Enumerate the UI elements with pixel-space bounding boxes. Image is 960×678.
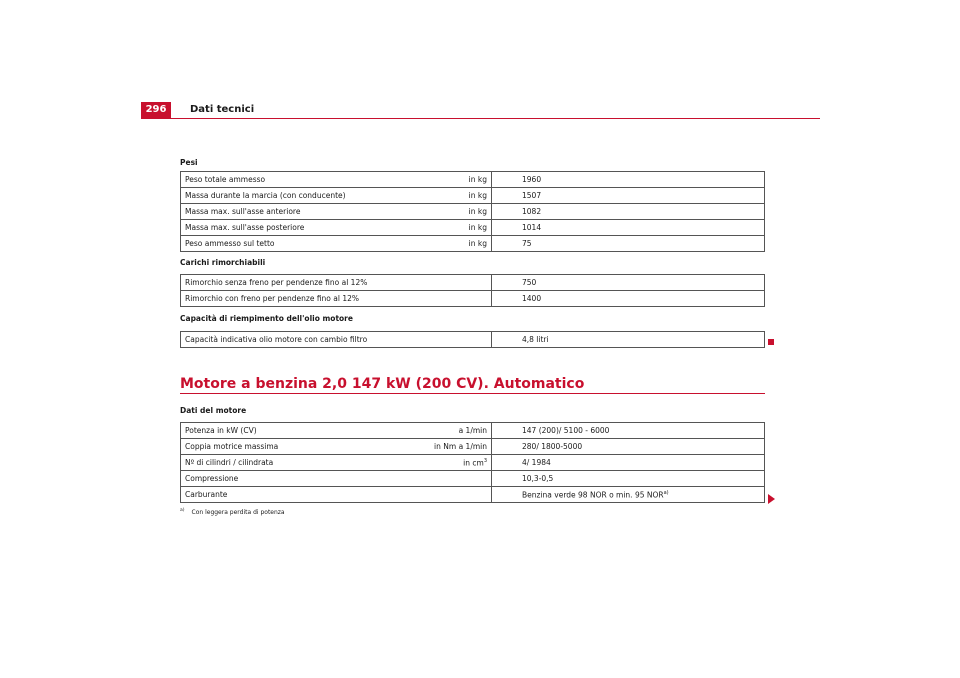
- table-row: [181, 455, 765, 471]
- table-carichi: [180, 274, 765, 307]
- table-row: [181, 188, 765, 204]
- section-end-marker: [768, 339, 774, 345]
- row-unit: in Nm a 1/min: [404, 439, 492, 455]
- row-unit: [404, 487, 492, 503]
- table-row: [181, 423, 765, 439]
- table-row: [181, 220, 765, 236]
- row-label: Massa durante la marcia (con conducente): [185, 191, 346, 200]
- row-label: Compressione: [185, 474, 239, 483]
- row-label: Massa max. sull'asse anteriore: [185, 207, 301, 216]
- row-unit: in kg: [404, 220, 492, 236]
- row-label: Nº di cilindri / cilindrata: [185, 458, 274, 467]
- row-value: 1960: [522, 175, 542, 184]
- header-rule: [141, 118, 820, 119]
- row-label: Capacità indicativa olio motore con cambio filtro: [185, 335, 368, 344]
- row-label: Carburante: [185, 490, 228, 499]
- table-row: [181, 204, 765, 220]
- row-value: 4/ 1984: [522, 458, 551, 467]
- engine-heading: Motore a benzina 2,0 147 kW (200 CV). Automatico: [180, 376, 585, 392]
- footnote-marker: a): [180, 508, 185, 513]
- row-value: 75: [522, 239, 532, 248]
- row-unit: [404, 455, 492, 471]
- row-unit: in kg: [404, 236, 492, 252]
- row-unit: in kg: [404, 188, 492, 204]
- table-row: [181, 439, 765, 455]
- row-unit: [404, 471, 492, 487]
- section-title-motore: Dati del motore: [180, 406, 247, 415]
- unit-text: in cm: [463, 458, 484, 468]
- section-title-carichi: Carichi rimorchiabili: [180, 258, 266, 267]
- row-value: 750: [522, 278, 537, 287]
- row-label: Coppia motrice massima: [185, 442, 279, 451]
- heading-rule: [180, 393, 765, 394]
- row-value: 1014: [522, 223, 542, 232]
- row-label: Potenza in kW (CV): [185, 426, 257, 435]
- section-title-pesi: Pesi: [180, 158, 198, 167]
- row-value: 1507: [522, 191, 542, 200]
- table-pesi: [180, 171, 765, 252]
- row-value: 1400: [522, 294, 542, 303]
- footnote: [180, 508, 285, 516]
- row-value: 4,8 litri: [522, 335, 549, 344]
- row-value: 280/ 1800-5000: [522, 442, 583, 451]
- page-header: [141, 102, 820, 118]
- table-row: [181, 487, 765, 503]
- table-row: [181, 275, 765, 291]
- row-label: Rimorchio con freno per pendenze fino al 12%: [185, 294, 360, 303]
- row-unit: [404, 275, 492, 291]
- table-olio: [180, 331, 765, 348]
- row-label: Peso totale ammesso: [185, 175, 266, 184]
- row-label: Peso ammesso sul tetto: [185, 239, 275, 248]
- row-value: 147 (200)/ 5100 - 6000: [522, 426, 610, 435]
- footnote-ref: a): [663, 489, 669, 496]
- table-row: [181, 471, 765, 487]
- table-row: [181, 291, 765, 307]
- footnote-text: Con leggera perdita di potenza: [191, 509, 285, 516]
- row-unit: [404, 332, 492, 348]
- value-text: Benzina verde 98 NOR o min. 95 NOR: [522, 490, 664, 500]
- row-value: [492, 487, 765, 503]
- page-number: 296: [141, 102, 171, 118]
- row-value: 10,3-0,5: [522, 474, 554, 483]
- continue-arrow-icon: [768, 494, 775, 504]
- header-title: Dati tecnici: [190, 104, 255, 115]
- row-unit: in kg: [404, 204, 492, 220]
- table-row: [181, 172, 765, 188]
- table-motore: [180, 422, 765, 503]
- row-label: Rimorchio senza freno per pendenze fino al 12%: [185, 278, 368, 287]
- row-unit: in kg: [404, 172, 492, 188]
- section-title-olio: Capacità di riempimento dell'olio motore: [180, 314, 353, 323]
- row-value: 1082: [522, 207, 542, 216]
- row-unit: a 1/min: [404, 423, 492, 439]
- table-row: [181, 332, 765, 348]
- table-row: [181, 236, 765, 252]
- row-label: Massa max. sull'asse posteriore: [185, 223, 305, 232]
- unit-superscript: 3: [483, 457, 487, 464]
- row-unit: [404, 291, 492, 307]
